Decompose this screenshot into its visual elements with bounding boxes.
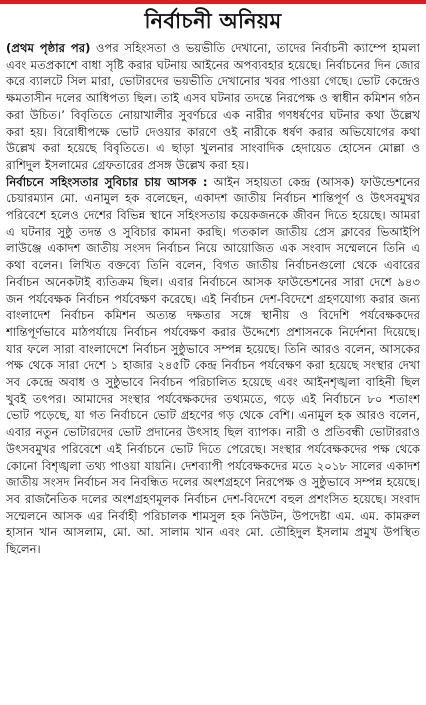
top-red-rule xyxy=(0,0,426,4)
news-article xyxy=(6,6,420,701)
article-paragraph-ask xyxy=(6,174,420,558)
section-subhead: নির্বাচনে সহিংসতার সুবিচার চায় আসক : xyxy=(6,174,208,189)
paragraph-text: আইন সহায়তা কেন্দ্র (আসক) ফাউন্ডেশনের চেয়ারম্যান মো. এনামুল হক বলেছেন, একাদশ জাতীয় নির্বাচন শান্তিপূর্ণ ও উৎসবমুখর পরিবেশে হলেও দেশের বিভিন্ন স্থানে সহিংসতায় কয়েকজনকে জীবন দিতে হয়েছে। আমরা এ ঘটনার সুষ্ঠু তদন্ত ও সুবিচার কামনা করছি। গতকাল জাতীয় প্রেস ক্লাবের ভিআইপি লাউঞ্জে একাদশ জাতীয় সংসদ নির্বাচন নিয়ে আয়োজিত এক সংবাদ সম্মেলনে তিনি এ কথা বলেন। লিখিত বক্তব্যে তিনি বলেন, বিগত জাতীয় নির্বাচনগুলো থেকে এবারের নির্বাচন অনেকটাই ব্যতিক্রম ছিল। এবার নির্বাচনে আসক ফাউন্ডেশনের সারা দেশে ৯৪৩ জন পর্যবেক্ষক নির্বাচন পর্যবেক্ষণ করেছে। এই নির্বাচন দেশ-বিদেশে গ্রহণযোগ্য করার জন্য বাংলাদেশ নির্বাচন কমিশন অত্যন্ত দক্ষতার সঙ্গে স্থানীয় ও বিদেশি পর্যবেক্ষকদের শান্তিপূর্ণভাবে মাঠপর্যায়ে নির্বাচন পর্যবেক্ষণ করার উদ্দেশ্যে প্রশাসনকে নির্দেশনা দিয়েছে। যার ফলে সারা বাংলাদেশে নির্বাচন সুষ্ঠুভাবে সম্পন্ন হয়েছে। তিনি আরও বলেন, আসকের পক্ষ থেকে সারা দেশে ১ হাজার ২৪৫টি কেন্দ্র নির্বাচন পর্যবেক্ষণ করা হয়েছে সংস্থার দেখা সব কেন্দ্রে অবাধ ও সুষ্ঠুভাবে নির্বাচন পরিচালিত হয়েছে এবং আইনশৃঙ্খলা বাহিনী ছিল খুবই তৎপর। আমাদের সংস্থার পর্যবেক্ষকদের তথ্যমতে, গড়ে এই নির্বাচনে ৮০ শতাংশ ভোট পড়েছে, যা গত নির্বাচনে ভোট গ্রহণের গড় থেকে বেশি। এনামুল হক আরও বলেন, এবার নতুন ভোটারদের ভোট প্রদানের উৎসাহ ছিল ব্যাপক। নারী ও প্রতিবন্ধী ভোটাররাও উৎসবমুখর পরিবেশে এই নির্বাচনে ভোট দিতে পেরেছে। সংস্থার পর্যবেক্ষকদের পক্ষ থেকে কোনো বিশৃঙ্খলা তথ্য পাওয়া যায়নি। দেশব্যাপী পর্যবেক্ষকদের মতে ২০১৮ সালের একাদশ জাতীয় সংসদ নির্বাচন সব নিবন্ধিত দলের অংশগ্রহণে নিরপেক্ষ ও সুষ্ঠুভাবে সম্পন্ন হয়েছে। সব রাজনৈতিক দলের অংশগ্রহণমূলক নির্বাচন দেশ-বিদেশে বহুল প্রশংসিত হয়েছে। সংবাদ সম্মেলনে আসক এর নির্বাহী পরিচালক শামসুল হক নিউটন, উপদেষ্টা এম. এম. কামরুল হাসান খান আসলাম, মো. আ. সালাম খান এবং মো. তৌহিদুল ইসলাম প্রমুখ উপস্থিত ছিলেন। xyxy=(6,174,420,557)
paragraph-text: ওপর সহিংসতা ও ভয়ভীতি দেখানো, তাদের নির্বাচনী ক্যাম্পে হামলা এবং মতপ্রকাশে বাধা সৃষ্টি করার ঘটনায় আইনের অপব্যবহার হয়েছে। নির্বাচনের দিন জোর করে ব্যালটে সিল মারা, ভোটারদের ভয়ভীতি দেখানোর খবর পাওয়া গেছে। ভোট কেন্দ্রেও ক্ষমতাসীন দলের আধিপত্য ছিল। তাই এসব ঘটনার তদন্তে নিরপেক্ষ ও স্বাধীন কমিশন গঠন করা উচিত।’ বিবৃতিতে নোয়াখালীর সুবর্ণচরে এক নারীর গণধর্ষণের ঘটনার কথা উল্লেখ করা হয়। বিরোধীপক্ষে ভোট দেওয়ার কারণে ওই নারীকে ধর্ষণ করার অভিযোগের কথা উল্লেখ করা হয়েছে বিবৃতিতে। এ ছাড়া খুলনার সাংবাদিক হেদায়েত হোসেন মোল্লা ও রাশিদুল ইসলামের গ্রেফতারের প্রসঙ্গ উল্লেখ করা হয়। xyxy=(6,41,420,172)
continuation-label: (প্রথম পৃষ্ঠার পর) xyxy=(6,41,91,55)
article-paragraph-continued xyxy=(6,40,420,174)
article-headline: নির্বাচনী অনিয়ম xyxy=(144,9,282,33)
